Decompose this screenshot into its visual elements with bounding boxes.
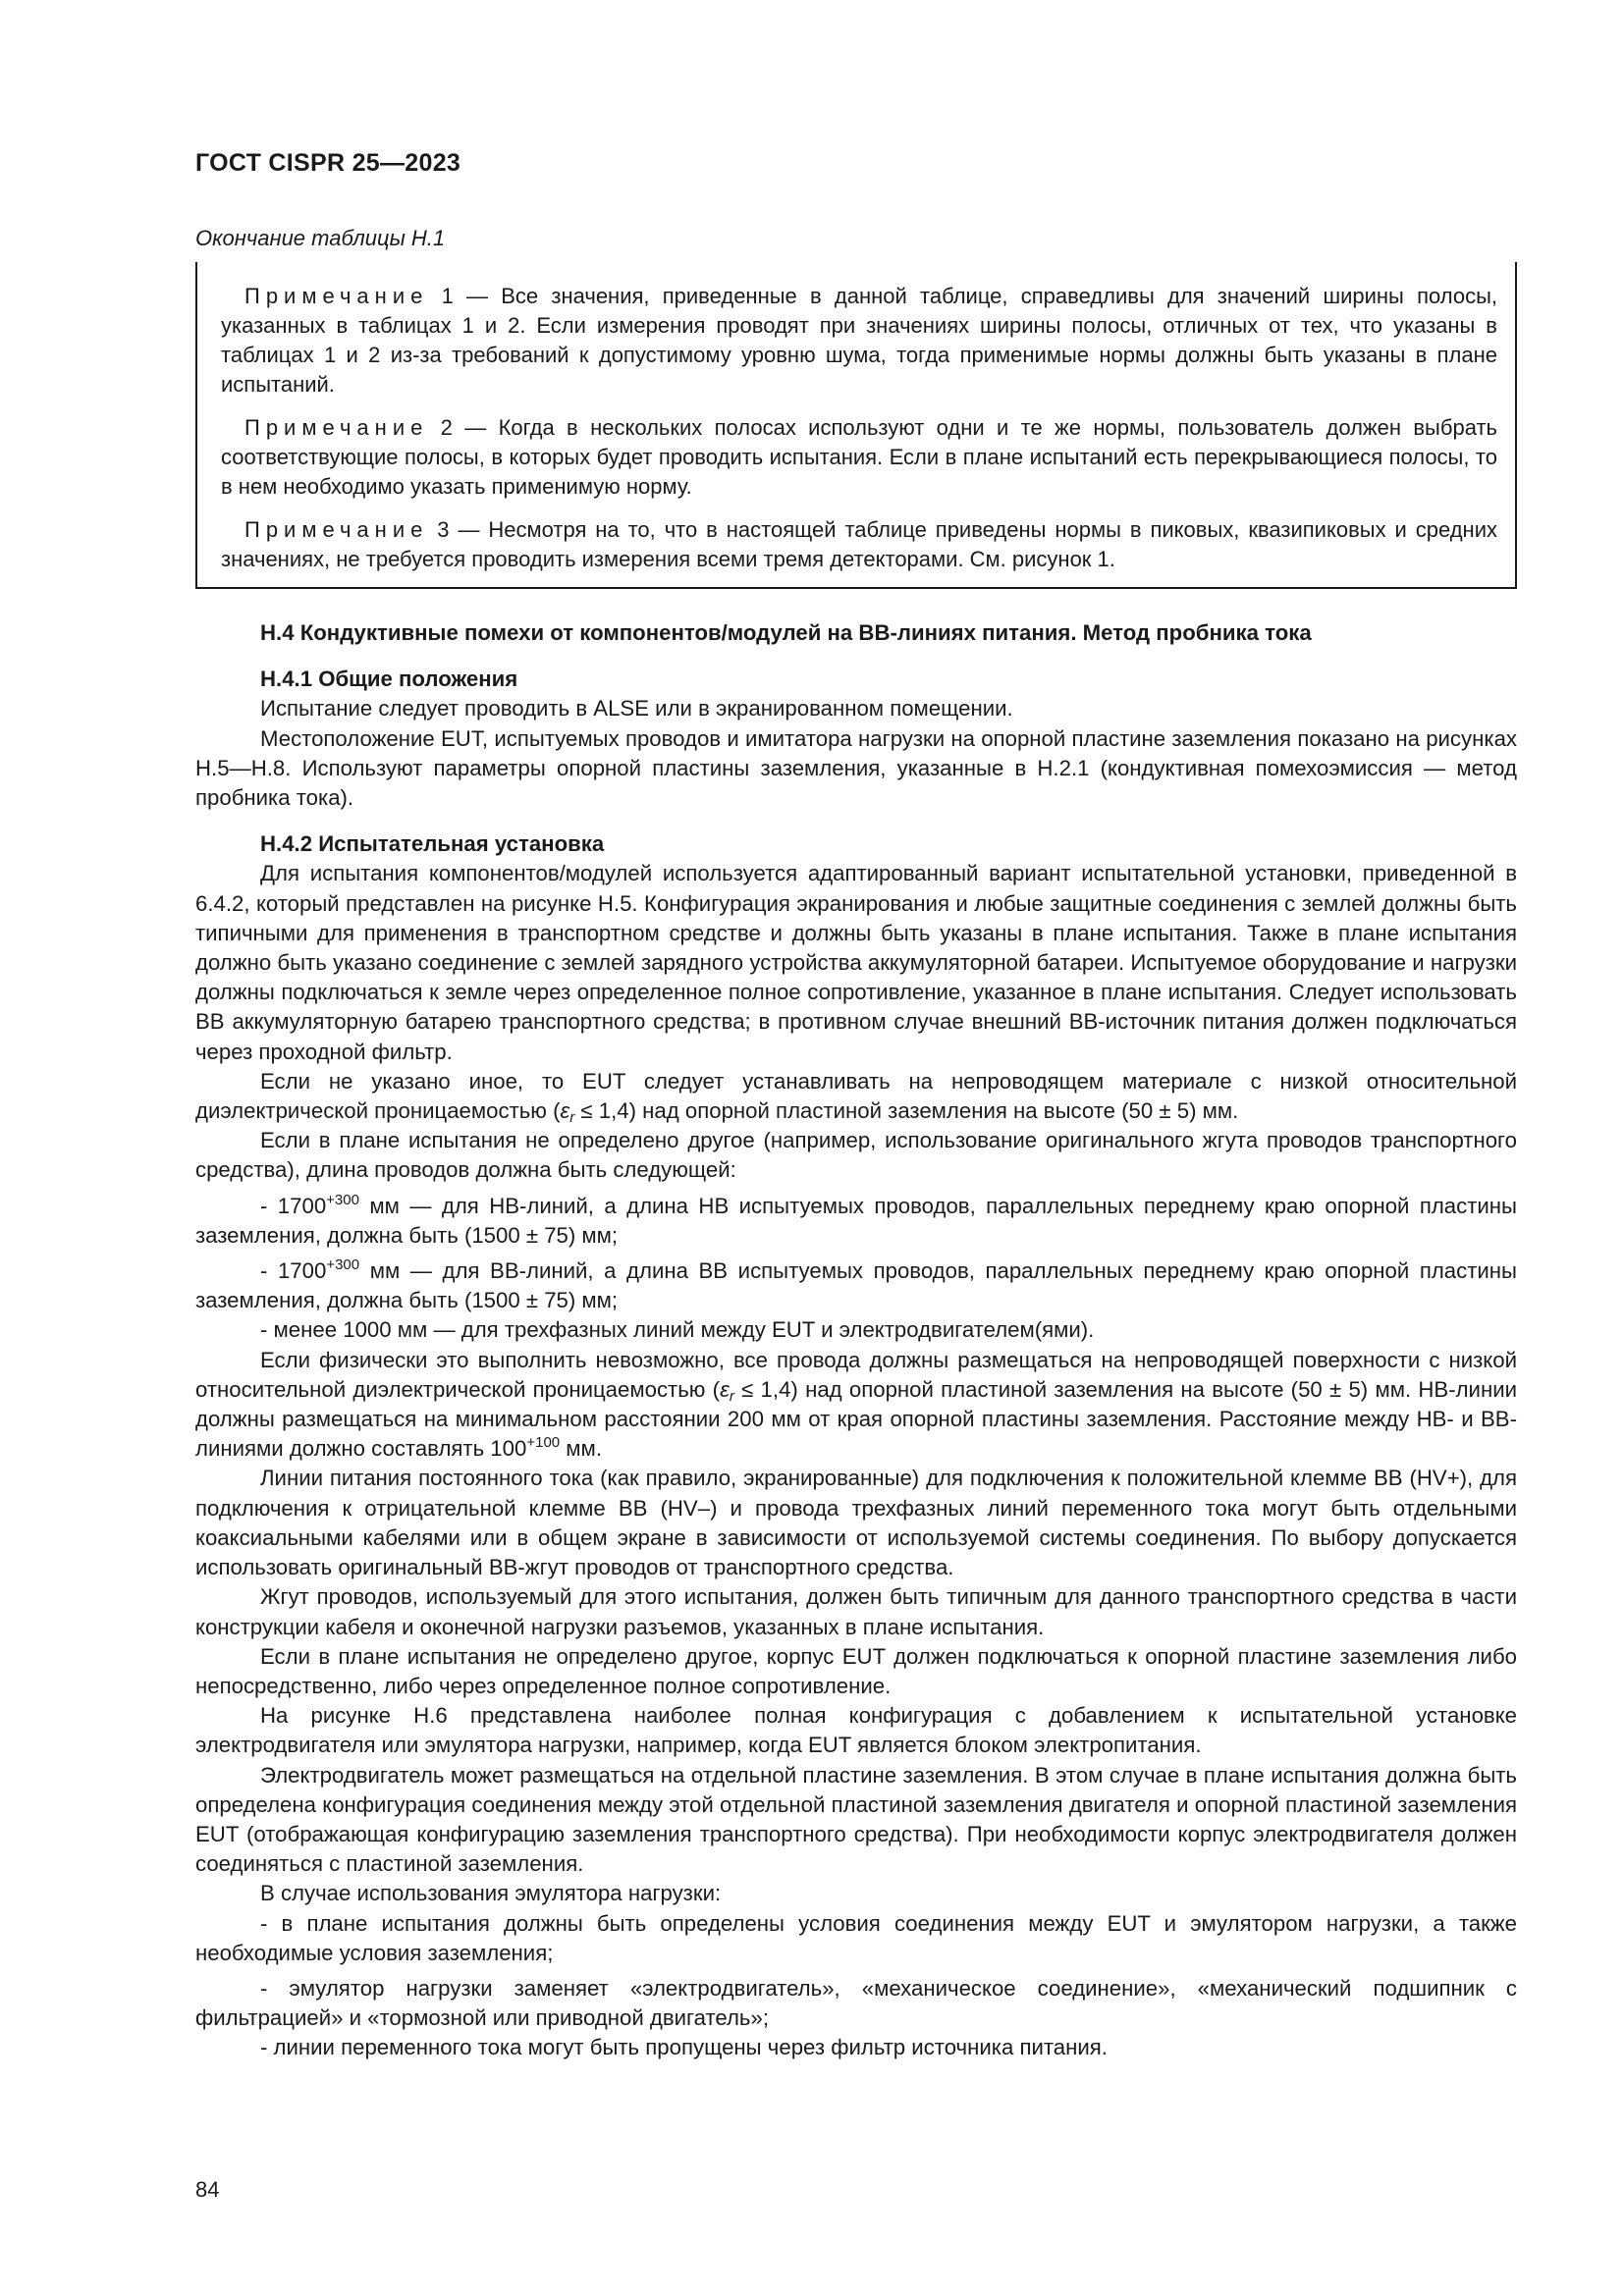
list-item: - линии переменного тока могут быть пропущены через фильтр источника питания.	[260, 2035, 1108, 2060]
table-notes-box	[195, 262, 1517, 589]
page-number: 84	[195, 2177, 220, 2202]
text-run: Если физически это выполнить невозможно, все провода должны размещаться на непроводящей поверхности с низкой относительной диэлектрической проницаемостью (	[195, 1347, 1517, 1402]
epsilon-subscript: r	[569, 1109, 575, 1127]
text-run: ≤ 1,4) над опорной пластиной заземления на высоте (50 ± 5) мм. НВ-линии должны размещаться на минимальном расстоянии 200 мм от края опорной пластины заземления. Расстояние между НВ- и ВВ-линиями должно составлять 100	[195, 1376, 1517, 1462]
table-note-3	[221, 515, 1497, 574]
list-item	[195, 1192, 1517, 1251]
paragraph: Линии питания постоянного тока (как правило, экранированные) для подключения к положительной клемме ВВ (HV+), для подключения к отрицательной клемме ВВ (HV–) и провода трехфазных линий переменного тока могут быть отдельными коаксиальными кабелями или в общем экране в зависимости от используемой системы соединения. По выбору допускается использовать оригинальный ВВ-жгут проводов от транспортного средства.	[195, 1466, 1517, 1580]
paragraph: На рисунке Н.6 представлена наиболее полная конфигурация с добавлением к испытательной установке электродвигателя или эмулятора нагрузки, например, когда EUT является блоком электропитания.	[195, 1703, 1517, 1758]
note-label: Примечание	[244, 517, 429, 542]
table-note-2	[221, 413, 1497, 502]
section-heading-h4: Н.4 Кондуктивные помехи от компонентов/модулей на ВВ-линиях питания. Метод пробника тока	[260, 620, 1312, 645]
list-item: - в плане испытания должны быть определены условия соединения между EUT и эмулятором нагрузки, а также необходимые условия заземления;	[195, 1910, 1517, 1965]
text-run: мм — для НВ-линий, а длина НВ испытуемых проводов, параллельных переднему краю опорной пластины заземления, должна быть (1500 ± 75) мм;	[195, 1193, 1517, 1248]
note-label: Примечание	[244, 284, 429, 308]
note-text: 2 — Когда в нескольких полосах используют одни и те же нормы, пользователь должен выбрать соответствующие полосы, в которых будет проводить испытания. Если в плане испытаний есть перекрывающиеся полосы, то в нем необходимо указать применимую норму.	[221, 415, 1497, 499]
paragraph	[195, 1067, 1517, 1126]
paragraph: Если в плане испытания не определено другое, корпус EUT должен подключаться к опорной пластине заземления либо непосредственно, либо через определенное полное сопротивление.	[195, 1643, 1517, 1698]
text-run: мм.	[560, 1436, 602, 1462]
text-run: - 1700	[260, 1193, 327, 1218]
text-run: Если не указано иное, то EUT следует устанавливать на непроводящем материале с низкой относительной диэлектрической проницаемостью (	[195, 1068, 1517, 1124]
table-continuation-caption: Окончание таблицы Н.1	[195, 226, 446, 250]
paragraph: Для испытания компонентов/модулей используется адаптированный вариант испытательной установки, приведенной в 6.4.2, который представлен на рисунке Н.5. Конфигурация экранирования и любые защитные соединения с землей должны быть типичными для применения в транспортном средстве и должны быть указаны в плане испытания. Также в плане испытания должно быть указано соединение с землей зарядного устройства аккумуляторной батареи. Испытуемое оборудование и нагрузки должны подключаться к земле через определенное полное сопротивление, указанное в плане испытания. Следует использовать ВВ аккумуляторную батарею транспортного средства; в противном случае внешний ВВ-источник питания должен подключаться через проходной фильтр.	[195, 861, 1517, 1064]
text-run: ≤ 1,4) над опорной пластиной заземления на высоте (50 ± 5) мм.	[574, 1098, 1239, 1124]
text-run: мм — для ВВ-линий, а длина ВВ испытуемых проводов, параллельных переднему краю опорной пластины заземления, должна быть (1500 ± 75) мм;	[195, 1258, 1517, 1313]
paragraph: Если в плане испытания не определено другое (например, использование оригинального жгута проводов транспортного средства), длина проводов должна быть следующей:	[195, 1128, 1517, 1183]
tolerance-superscript: +100	[526, 1434, 561, 1452]
list-item	[195, 1256, 1517, 1315]
note-text: 3 — Несмотря на то, что в настоящей таблице приведены нормы в пиковых, квазипиковых и средних значениях, не требуется проводить измерения всеми тремя детекторами. См. рисунок 1.	[221, 517, 1497, 571]
section-h4-body	[195, 618, 1517, 2063]
paragraph: Местоположение EUT, испытуемых проводов и имитатора нагрузки на опорной пластине заземления показано на рисунках Н.5—Н.8. Используют параметры опорной пластины заземления, указанные в Н.2.1 (кондуктивная помехоэмиссия — метод пробника тока).	[195, 725, 1517, 811]
paragraph: В случае использования эмулятора нагрузки:	[260, 1881, 722, 1906]
paragraph: Жгут проводов, используемый для этого испытания, должен быть типичным для данного транспортного средства в части конструкции кабеля и оконечной нагрузки разъемов, указанных в плане испытания.	[195, 1584, 1517, 1639]
paragraph: Электродвигатель может размещаться на отдельной пластине заземления. В этом случае в плане испытания должна быть определена конфигурация соединения между этой отдельной пластиной заземления двигателя и опорной пластиной заземления EUT (отображающая конфигурацию заземления транспортного средства). При необходимости корпус электродвигателя должен соединяться с пластиной заземления.	[195, 1762, 1517, 1877]
paragraph	[195, 1346, 1517, 1465]
note-label: Примечание	[244, 415, 429, 440]
epsilon-symbol: ε	[720, 1376, 730, 1402]
text-run: - 1700	[260, 1258, 327, 1284]
subsection-heading-h41: Н.4.1 Общие положения	[260, 667, 518, 692]
subsection-heading-h42: Н.4.2 Испытательная установка	[260, 831, 605, 857]
list-item: - эмулятор нагрузки заменяет «электродвигатель», «механическое соединение», «механический подшипник с фильтрацией» и «тормозной или приводной двигатель»;	[195, 1975, 1517, 2031]
table-note-1	[221, 282, 1497, 400]
tolerance-superscript: +300	[326, 1256, 360, 1274]
document-header: ГОСТ CISPR 25—2023	[195, 149, 461, 177]
paragraph: Испытание следует проводить в ALSE или в экранированном помещении.	[260, 696, 1013, 721]
list-item: - менее 1000 мм — для трехфазных линий между EUT и электродвигателем(ями).	[260, 1317, 1095, 1343]
note-text: 1 — Все значения, приведенные в данной таблице, справедливы для значений ширины полосы, указанных в таблицах 1 и 2. Если измерения проводят при значениях ширины полосы, отличных от тех, что указаны в таблицах 1 и 2 из-за требований к допустимому уровню шума, тогда применимые нормы должны быть указаны в плане испытаний.	[221, 284, 1497, 397]
epsilon-symbol: ε	[560, 1098, 570, 1124]
tolerance-superscript: +300	[326, 1191, 359, 1208]
epsilon-subscript: r	[729, 1387, 734, 1405]
